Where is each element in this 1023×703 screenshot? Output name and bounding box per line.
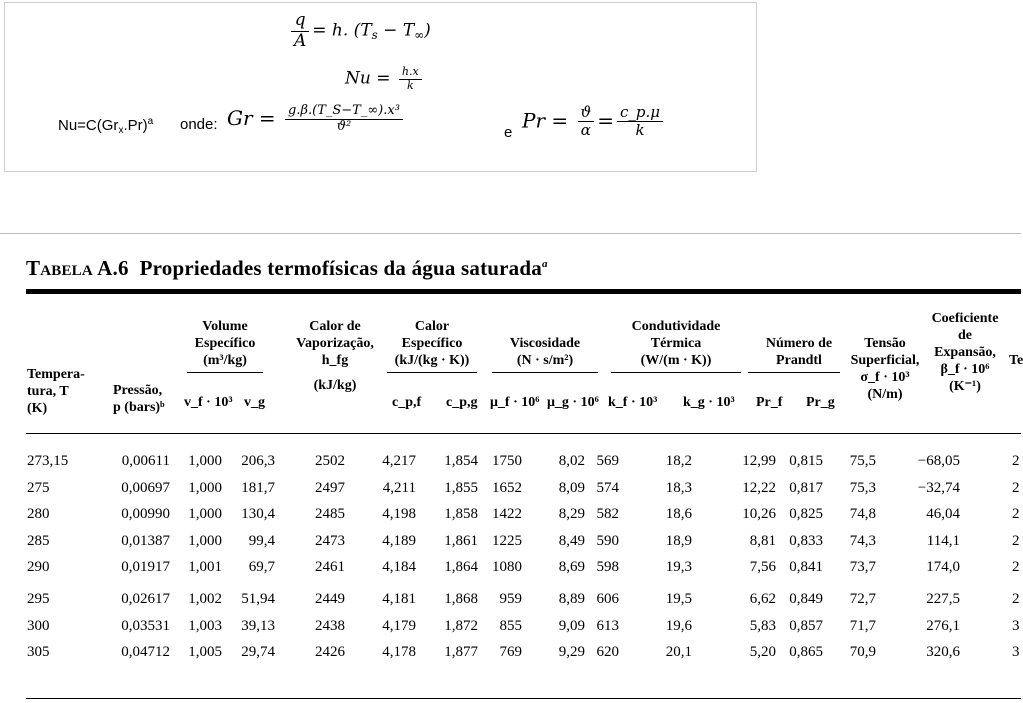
table-cell: 4,181: [382, 591, 416, 607]
nusselt-lhs: Nu =: [345, 68, 396, 89]
heat-flux-equation: [288, 11, 431, 51]
table-cell: 18,9: [665, 533, 692, 549]
table-cell: 1,872: [444, 618, 478, 634]
header-temp-l2: tura, T: [27, 384, 69, 399]
table-cell: 39,13: [241, 618, 275, 634]
table-cell: 12,22: [742, 480, 776, 496]
table-cell: 855: [499, 618, 522, 634]
table-cell: 74,8: [849, 506, 876, 522]
e-label: e: [504, 124, 513, 141]
header-muf: μ_f · 10⁶: [490, 395, 540, 410]
table-cell: 273,15: [27, 453, 69, 469]
table-cell: 582: [596, 506, 619, 522]
header-calor-esp-l3: (kJ/(kg · K)): [394, 353, 470, 368]
table-cell: 0,841: [789, 559, 823, 575]
table-cell: 99,4: [248, 533, 275, 549]
table-cell: 1080: [492, 559, 522, 575]
nusselt-correlation: [58, 116, 153, 136]
table-cell: 1,005: [188, 644, 222, 660]
prandtl-d2: k: [635, 121, 645, 140]
table-cell: 1,854: [444, 453, 478, 469]
header-calor-esp-l2: Específico: [401, 336, 463, 351]
table-cell: 4,179: [382, 618, 416, 634]
table-cell: 8,89: [558, 591, 585, 607]
header-coef-l4: β_f · 10⁶: [940, 362, 990, 377]
table-cell: 2502: [315, 453, 345, 469]
table-cell: 275: [27, 480, 50, 496]
table-cell: 18,3: [665, 480, 692, 496]
table-cell: 46,04: [926, 506, 960, 522]
calor-esp-group-line: [387, 372, 477, 373]
header-vf: v_f · 10³: [184, 395, 233, 410]
flux-denominator: A: [294, 30, 307, 51]
table-cell: 5,20: [749, 644, 776, 660]
table-cell: 0,815: [789, 453, 823, 469]
table-cell: 227,5: [926, 591, 960, 607]
table-cell: 574: [596, 480, 619, 496]
table-cell: 569: [596, 453, 619, 469]
header-cpg: c_p,g: [446, 395, 478, 410]
table-cell: 0,00697: [121, 480, 170, 496]
title-rule: [26, 289, 1021, 294]
table-cell: 4,198: [382, 506, 416, 522]
table-cell: 8,09: [558, 480, 585, 496]
table-cell: 2497: [315, 480, 345, 496]
prandtl-eq: =: [597, 108, 614, 133]
header-coef-l1: Coeficiente: [931, 311, 999, 326]
flux-end: ): [424, 20, 431, 41]
table-cell: 0,849: [789, 591, 823, 607]
table-title-text: Propriedades termofísicas da água saturada: [139, 256, 542, 280]
header-coef-l3: Expansão,: [934, 345, 996, 360]
table-cell: 1,000: [188, 506, 222, 522]
table-cell: 73,7: [849, 559, 876, 575]
table-cell: 1422: [492, 506, 522, 522]
table-cell: 1,002: [188, 591, 222, 607]
prandtl-equation: [522, 104, 666, 140]
table-cell: 18,6: [665, 506, 692, 522]
table-title-note: a: [541, 258, 548, 270]
table-cell: 2: [1012, 480, 1020, 496]
header-calor-esp-l1: Calor: [414, 319, 450, 334]
table-cell: 2438: [315, 618, 345, 634]
prandtl-d1: α: [580, 121, 591, 140]
table-cell: 1,861: [444, 533, 478, 549]
header-tensao-l3: σ_f · 10³: [860, 370, 910, 385]
grashof-numerator: g.β.(T_S−T_∞).x³: [285, 104, 403, 120]
table-cell: 1,000: [188, 533, 222, 549]
header-tensao-l2: Superficial,: [850, 353, 920, 368]
table-cell: 0,825: [789, 506, 823, 522]
table-cell: 3: [1012, 644, 1020, 660]
table-cell: 0,00611: [121, 453, 170, 469]
table-cell: 1652: [492, 480, 522, 496]
table-cell: 276,1: [926, 618, 960, 634]
table-cell: 9,09: [558, 618, 585, 634]
onde-label: onde:: [180, 116, 218, 133]
flux-ts-sub: s: [371, 28, 378, 43]
header-tensao: [844, 335, 926, 403]
header-calor-vap-l2: Vaporização,: [296, 336, 374, 351]
corr-sup: a: [147, 116, 154, 127]
grashof-equation: [227, 104, 406, 135]
table-cell: 19,5: [665, 591, 692, 607]
header-cond-l3: (W/(m · K)): [640, 353, 712, 368]
header-temp-l1: Tempera-: [27, 367, 85, 382]
table-cell: 0,02617: [121, 591, 170, 607]
flux-tinf-sub: ∞: [414, 28, 425, 43]
header-tensao-l4: (N/m): [867, 387, 903, 402]
header-coef-l2: de: [958, 328, 972, 343]
table-cell: 74,3: [849, 533, 876, 549]
table-cell: 3: [1012, 618, 1020, 634]
table-cell: 114,1: [926, 533, 960, 549]
corr-mid: .Pr): [123, 117, 148, 134]
table-cell: 0,817: [789, 480, 823, 496]
prandtl-n1: ϑ: [578, 104, 595, 122]
table-cell: 10,26: [742, 506, 776, 522]
table-cell: 290: [27, 559, 50, 575]
flux-numerator: q: [291, 11, 309, 32]
header-calor-vap-l1: Calor de: [309, 319, 361, 334]
table-cell: 2449: [315, 591, 345, 607]
header-prandtl-l1: Número de: [765, 336, 833, 351]
nusselt-equation: [345, 66, 425, 92]
table-cell: 1,855: [444, 480, 478, 496]
table-cell: 18,2: [665, 453, 692, 469]
header-prandtl: [754, 335, 844, 369]
table-cell: 2473: [315, 533, 345, 549]
table-cell: −32,74: [917, 480, 960, 496]
table-cell: 75,5: [849, 453, 876, 469]
table-cell: 1,000: [188, 480, 222, 496]
table-cell: 0,01917: [121, 559, 170, 575]
table-cell: 8,69: [558, 559, 585, 575]
table-cell: 1,864: [444, 559, 478, 575]
header-cond-l2: Térmica: [650, 336, 702, 351]
table-cell: 0,857: [789, 618, 823, 634]
table-cell: 8,49: [558, 533, 585, 549]
prandtl-lhs: Pr =: [522, 108, 575, 133]
table-cell: 69,7: [248, 559, 275, 575]
table-cell: 606: [596, 591, 619, 607]
table-cell: 130,4: [241, 506, 275, 522]
table-cell: 769: [499, 644, 522, 660]
table-cell: 0,04712: [121, 644, 170, 660]
table-cell: 2: [1012, 453, 1020, 469]
flux-rhs: = h. (T: [312, 20, 372, 41]
header-prandtl-l2: Prandtl: [776, 353, 822, 368]
header-press-l1: Pressão,: [113, 383, 163, 398]
header-cut: Te: [1009, 353, 1023, 368]
table-cell: 2: [1012, 591, 1020, 607]
table-cell: 959: [499, 591, 522, 607]
grashof-denominator: ϑ²: [336, 118, 352, 134]
prandtl-n2: c_p.μ: [617, 104, 663, 122]
table-cell: 75,3: [849, 480, 876, 496]
table-cell: 1,868: [444, 591, 478, 607]
table-cell: 1,858: [444, 506, 478, 522]
nusselt-denominator: k: [406, 78, 414, 92]
visc-group-line: [492, 372, 598, 373]
header-temp: [27, 366, 85, 417]
table-cell: 1,877: [444, 644, 478, 660]
header-volume-l3: (m³/kg): [203, 353, 247, 368]
header-press: [113, 382, 165, 416]
header-visc-l1: Viscosidade: [509, 336, 581, 351]
table-cell: 285: [27, 533, 50, 549]
table-cell: 598: [596, 559, 619, 575]
header-press-l2: p (bars)ᵇ: [113, 400, 165, 415]
table-cell: 300: [27, 618, 50, 634]
header-visc: [490, 335, 600, 369]
table-cell: 2: [1012, 533, 1020, 549]
header-coef: [924, 310, 1006, 395]
volume-group-line: [187, 372, 263, 373]
header-coef-l5: (K⁻¹): [949, 379, 981, 394]
header-cond: [610, 318, 742, 369]
table-cell: 620: [596, 644, 619, 660]
table-cell: 2: [1012, 559, 1020, 575]
header-visc-l2: (N · s/m²): [516, 353, 574, 368]
header-volume: [185, 318, 265, 369]
table-cell: 590: [596, 533, 619, 549]
table-cell: 2485: [315, 506, 345, 522]
table-cell: 6,62: [749, 591, 776, 607]
table-cell: 72,7: [849, 591, 876, 607]
table-cell: 4,184: [382, 559, 416, 575]
table-cell: −68,05: [917, 453, 960, 469]
table-cell: 29,74: [241, 644, 275, 660]
header-calor-esp: [384, 318, 480, 369]
table-cell: 280: [27, 506, 50, 522]
table-cell: 305: [27, 644, 50, 660]
table-cell: 0,00990: [121, 506, 170, 522]
prandtl-group-line: [748, 372, 840, 373]
table-cell: 2: [1012, 506, 1020, 522]
flux-mid: − T: [377, 20, 415, 41]
table-cell: 5,83: [749, 618, 776, 634]
table-cell: 0,865: [789, 644, 823, 660]
table-cell: 181,7: [241, 480, 275, 496]
table-cell: 4,189: [382, 533, 416, 549]
table-cell: 0,03531: [121, 618, 170, 634]
header-vg: v_g: [244, 395, 265, 410]
header-calor-vap-l4: (kJ/kg): [313, 378, 357, 393]
bottom-rule: [26, 698, 1021, 699]
nusselt-numerator: h.x: [399, 66, 422, 80]
corr-sub: x: [118, 125, 124, 136]
cond-group-line: [611, 372, 741, 373]
table-cell: 2426: [315, 644, 345, 660]
table-cell: 295: [27, 591, 50, 607]
table-cell: 4,178: [382, 644, 416, 660]
table-cell: 8,29: [558, 506, 585, 522]
table-title-prefix: Tabela A.6: [26, 256, 129, 280]
header-kg: k_g · 10³: [683, 395, 735, 410]
corr-base: Nu=C(Gr: [58, 117, 119, 134]
table-title: [26, 256, 548, 281]
table-cell: 1,003: [188, 618, 222, 634]
table-cell: 19,6: [665, 618, 692, 634]
header-cpf: c_p,f: [392, 395, 422, 410]
table-cell: 12,99: [742, 453, 776, 469]
table-cell: 4,217: [382, 453, 416, 469]
table-cell: 8,81: [749, 533, 776, 549]
header-volume-l2: Específico: [194, 336, 256, 351]
formula-box: [4, 2, 757, 172]
table-cell: 320,6: [926, 644, 960, 660]
header-calor-vap: [292, 318, 378, 394]
table-cell: 19,3: [665, 559, 692, 575]
header-mug: μ_g · 10⁶: [547, 395, 599, 410]
header-prf: Pr_f: [756, 395, 783, 410]
table-cell: 7,56: [749, 559, 776, 575]
table-cell: 1750: [492, 453, 522, 469]
table-cell: 1,000: [188, 453, 222, 469]
table-cell: 1225: [492, 533, 522, 549]
property-table: [0, 233, 1021, 703]
header-kf: k_f · 10³: [608, 395, 658, 410]
table-cell: 71,7: [849, 618, 876, 634]
table-cell: 206,3: [241, 453, 275, 469]
table-cell: 2461: [315, 559, 345, 575]
header-prg: Pr_g: [806, 395, 835, 410]
table-cell: 9,29: [558, 644, 585, 660]
header-temp-l3: (K): [27, 401, 48, 416]
table-cell: 8,02: [558, 453, 585, 469]
table-cell: 0,01387: [121, 533, 170, 549]
table-cell: 4,211: [382, 480, 416, 496]
table-cell: 70,9: [849, 644, 876, 660]
header-calor-vap-l3: h_fg: [321, 353, 349, 368]
table-cell: 0,833: [789, 533, 823, 549]
header-rule: [26, 433, 1021, 434]
table-cell: 1,001: [188, 559, 222, 575]
table-cell: 174,0: [926, 559, 960, 575]
header-cond-l1: Condutividade: [631, 319, 721, 334]
header-volume-l1: Volume: [202, 319, 248, 334]
grashof-lhs: Gr =: [227, 105, 283, 130]
table-cell: 51,94: [241, 591, 275, 607]
table-cell: 613: [596, 618, 619, 634]
header-tensao-l1: Tensão: [864, 336, 906, 351]
table-cell: 20,1: [665, 644, 692, 660]
